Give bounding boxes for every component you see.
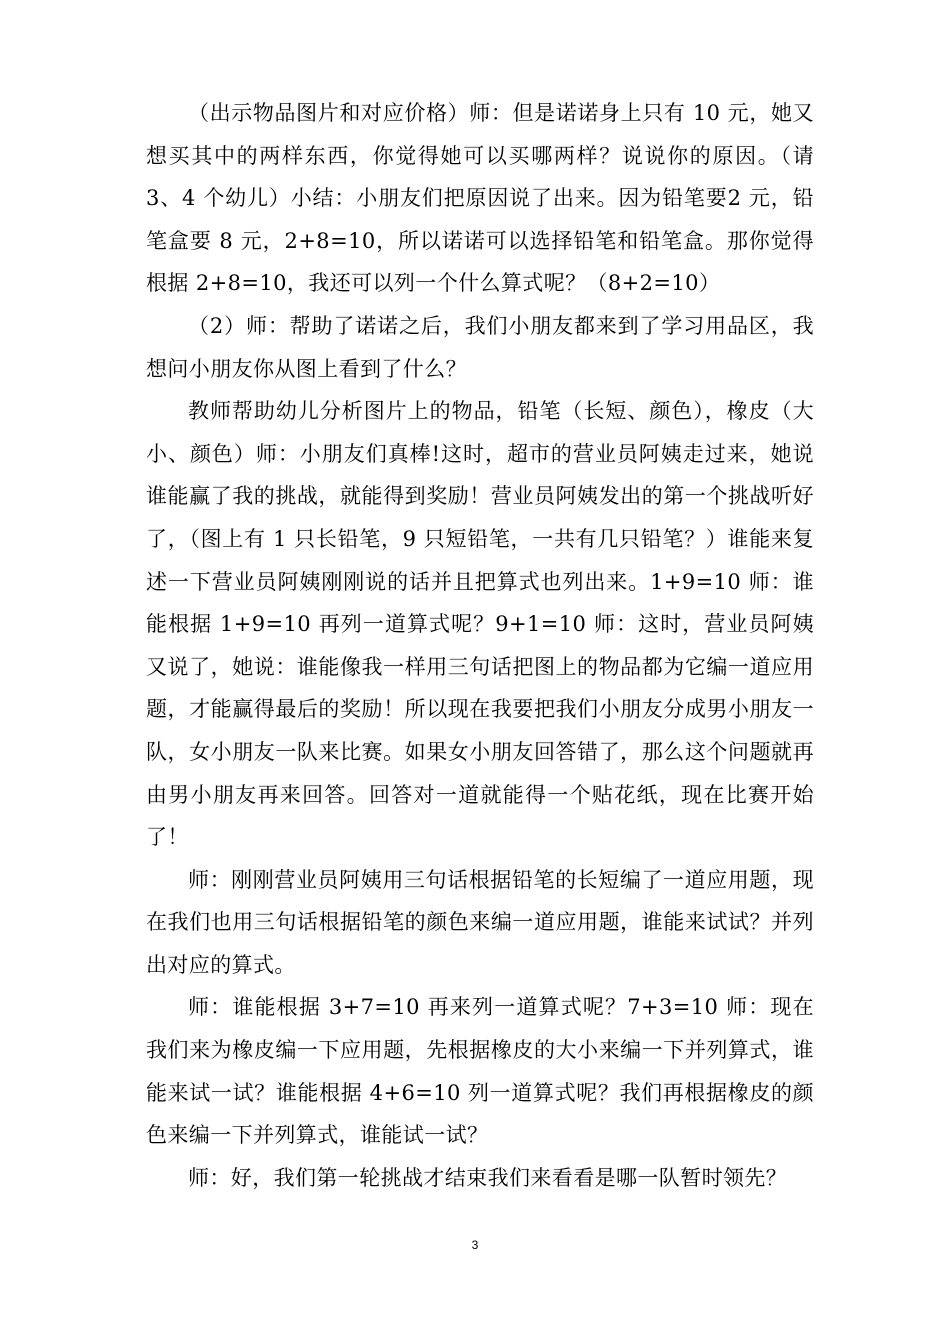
paragraph-6: 师：好，我们第一轮挑战才结束我们来看看是哪一队暂时领先？ <box>188 1165 788 1190</box>
paragraph-1: （出示物品图片和对应价格）师：但是诺诺身上只有 10 元，她又想买其中的两样东西，你觉得她可以买哪两样？说说你的原因。（请 3、4 个幼儿）小结：小朋友们把原因说了出来。因为铅笔要2 元，铅笔盒要 8 元，2+8=10，所以诺诺可以选择铅笔和铅笔盒。那你觉得根据 2+8=10，我还可以列一个什么算式呢？（8+2=10） <box>146 101 814 296</box>
page-number: 3 <box>471 1238 479 1252</box>
paragraph-2: （2）师：帮助了诺诺之后，我们小朋友都来到了学习用品区，我想问小朋友你从图上看到了什么？ <box>146 313 814 381</box>
paragraph-3: 教师帮助幼儿分析图片上的物品，铅笔（长短、颜色），橡皮（大小、颜色）师：小朋友们真棒!这时，超市的营业员阿姨走过来，她说谁能赢了我的挑战，就能得到奖励！营业员阿姨发出的第一个挑战听好了，（图上有 1 只长铅笔，9 只短铅笔，一共有几只铅笔？）谁能来复述一下营业员阿姨刚刚说的话并且把算式也列出来。1+9=10 师：谁能根据 1+9=10 再列一道算式呢？9+1=10 师：这时，营业员阿姨又说了，她说：谁能像我一样用三句话把图上的物品都为它编一道应用题，才能赢得最后的奖励！所以现在我要把我们小朋友分成男小朋友一队，女小朋友一队来比赛。如果女小朋友回答错了，那么这个问题就再由男小朋友再来回答。回答对一道就能得一个贴花纸，现在比赛开始了！ <box>146 399 814 850</box>
paragraph-5: 师：谁能根据 3+7=10 再来列一道算式呢？7+3=10 师：现在我们来为橡皮编一下应用题，先根据橡皮的大小来编一下并列算式，谁能来试一试？谁能根据 4+6=10 列一道算式呢？我们再根据橡皮的颜色来编一下并列算式，谁能试一试？ <box>146 995 814 1148</box>
document-body <box>146 92 814 1199</box>
paragraph-4: 师：刚刚营业员阿姨用三句话根据铅笔的长短编了一道应用题，现在我们也用三句话根据铅笔的颜色来编一道应用题，谁能来试试？并列出对应的算式。 <box>146 867 814 977</box>
